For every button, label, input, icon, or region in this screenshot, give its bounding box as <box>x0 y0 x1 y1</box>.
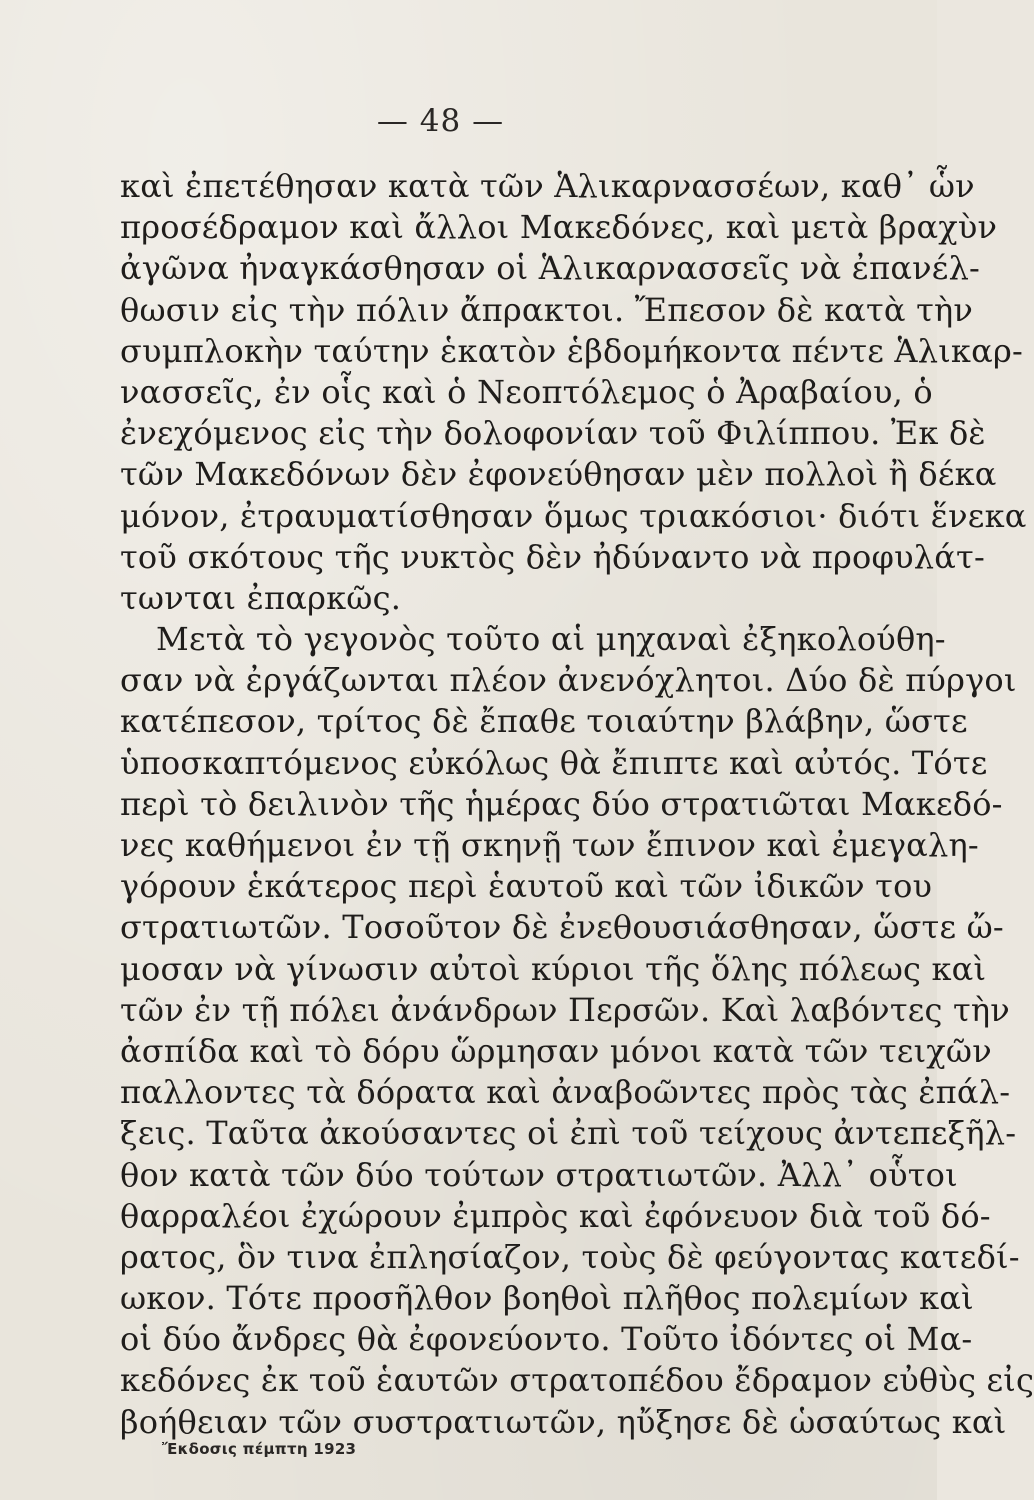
text-line: νες καθήμενοι ἐν τῇ σκηνῇ των ἔπινον καὶ ἐμεγαλη- <box>120 826 979 864</box>
text-line: ὑποσκαπτόμενος εὐκόλως θὰ ἔπιπτε καὶ αὐτός. Τότε <box>120 743 988 782</box>
text-line: μοσαν νὰ γίνωσιν αὐτοὶ κύριοι τῆς ὅλης πόλεως καὶ <box>120 949 987 988</box>
text-line: στρατιωτῶν. Τοσοῦτον δὲ ἐνεθουσιάσθησαν, ὥστε ὤ- <box>120 908 1004 947</box>
text-line: τῶν ἐν τῇ πόλει ἀνάνδρων Περσῶν. Καὶ λαβόντες τὴν <box>120 990 1010 1029</box>
text-line: συμπλοκὴν ταύτην ἑκατὸν ἑβδομήκοντα πέντε Ἁλικαρ- <box>120 331 1023 370</box>
text-line: θαρραλέοι ἐχώρουν ἐμπρὸς καὶ ἐφόνευον διὰ τοῦ δό- <box>120 1196 991 1235</box>
text-line: θον κατὰ τῶν δύο τούτων στρατιωτῶν. Ἀλλ᾽ οὗτοι <box>120 1155 958 1194</box>
text-line: κατέπεσον, τρίτος δὲ ἔπαθε τοιαύτην βλάβην, ὥστε <box>120 702 968 741</box>
text-line: ἀσπίδα καὶ τὸ δόρυ ὥρμησαν μόνοι κατὰ τῶν τειχῶν <box>120 1031 992 1070</box>
text-line: παλλοντες τὰ δόρατα καὶ ἀναβοῶντες πρὸς τὰς ἐπάλ- <box>120 1073 1011 1112</box>
text-line: οἱ δύο ἄνδρες θὰ ἐφονεύοντο. Τοῦτο ἰδόντες οἱ Μα- <box>120 1320 973 1359</box>
body-text <box>120 166 1034 1443</box>
text-line: γόρουν ἑκάτερος περὶ ἑαυτοῦ καὶ τῶν ἰδικῶν του <box>120 867 933 906</box>
text-line: κεδόνες ἐκ τοῦ ἑαυτῶν στρατοπέδου ἔδραμον εὐθὺς εἰς <box>120 1361 1034 1400</box>
edition-note: Ἔκδοσις πέμπτη 1923 <box>162 1440 357 1458</box>
text-line: νασσεῖς, ἐν οἷς καὶ ὁ Νεοπτόλεμος ὁ Ἀραβαίου, ὁ <box>120 372 933 411</box>
text-line: περὶ τὸ δειλινὸν τῆς ἡμέρας δύο στρατιῶται Μακεδό- <box>120 784 1003 823</box>
text-line: προσέδραμον καὶ ἄλλοι Μακεδόνες, καὶ μετὰ βραχὺν <box>120 208 998 247</box>
text-line: καὶ ἐπετέθησαν κατὰ τῶν Ἁλικαρνασσέων, καθ᾽ ὧν <box>120 167 975 205</box>
text-line: μόνον, ἐτραυματίσθησαν ὅμως τριακόσιοι· διότι ἕνεκα <box>120 496 1027 535</box>
text-line: τῶν Μακεδόνων δὲν ἐφονεύθησαν μὲν πολλοὶ ἢ δέκα <box>120 455 997 494</box>
text-line: ρατος, ὃν τινα ἐπλησίαζον, τοὺς δὲ φεύγοντας κατεδί- <box>120 1237 1020 1276</box>
text-line: θωσιν εἰς τὴν πόλιν ἄπρακτοι. Ἔπεσον δὲ κατὰ τὴν <box>120 290 974 329</box>
text-line: τοῦ σκότους τῆς νυκτὸς δὲν ἠδύναντο νὰ προφυλάτ- <box>120 537 985 576</box>
text-line-paragraph-end: τωνται ἐπαρκῶς. <box>120 578 402 617</box>
text-line: ωκον. Τότε προσῆλθον βοηθοὶ πλῆθος πολεμίων καὶ <box>120 1279 974 1318</box>
text-line: βοήθειαν τῶν συστρατιωτῶν, ηὔξησε δὲ ὡσαύτως καὶ <box>120 1402 1007 1441</box>
text-line: σαν νὰ ἐργάζωνται πλέον ἀνενόχλητοι. Δύο δὲ πύργοι <box>120 661 1017 700</box>
text-line: ξεις. Ταῦτα ἀκούσαντες οἱ ἐπὶ τοῦ τείχους ἀντεπεξῆλ- <box>120 1114 1017 1153</box>
text-line: ἐνεχόμενος εἰς τὴν δολοφονίαν τοῦ Φιλίππου. Ἐκ δὲ <box>120 414 986 453</box>
text-line-paragraph-start: Μετὰ τὸ γεγονὸς τοῦτο αἱ μηχαναὶ ἐξηκολούθη- <box>156 620 946 659</box>
page-number: — 48 — <box>376 103 505 139</box>
text-line: ἀγῶνα ἠναγκάσθησαν οἱ Ἁλικαρνασσεῖς νὰ ἐπανέλ- <box>120 249 981 288</box>
